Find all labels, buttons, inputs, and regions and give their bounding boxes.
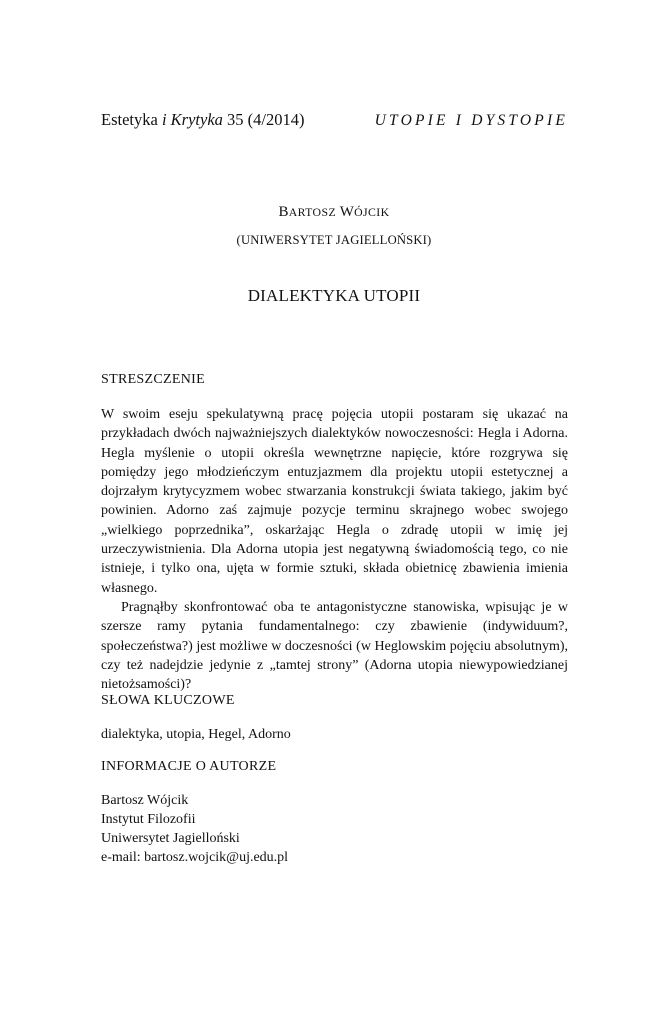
author-info-university: Uniwersytet Jagielloński xyxy=(101,831,240,846)
keywords-heading: SŁOWA KLUCZOWE xyxy=(101,693,235,708)
author-last-initial: W xyxy=(339,204,355,220)
author-affiliation: (UNIWERSYTET JAGIELLOŃSKI) xyxy=(236,233,432,247)
author-first-rest: ARTOSZ xyxy=(288,205,337,219)
section-title: UTOPIE I DYSTOPIE xyxy=(374,112,568,129)
author-info-block xyxy=(101,791,568,867)
author-info-email: e-mail: bartosz.wojcik@uj.edu.pl xyxy=(101,850,289,865)
author-last-rest: ÓJCIK xyxy=(354,205,390,219)
author-info-heading: INFORMACJE O AUTORZE xyxy=(101,759,277,774)
abstract-paragraph-1: W swoim eseju spekulatywną pracę pojęcia utopii postaram się ukazać na przykładach dwóch najważniejszych dialektyków nowoczesności: Hegla i Adorna. Hegla myślenie o utopii określa wewnętrzne napięcie, które rozgrywa się pomiędzy jego młodzieńczym entuzjazmem dla projektu utopii estetycznej a dojrzałym krytycyzmem wobec stwarzania konstrukcji świata takiego, jakim być powinien. Adorno zaś zajmuje pozycje terminu skrajnego wobec swojego „wielkiego poprzednika”, oskarżając Hegla o zdradę utopii w imię jej urzeczywistnienia. Dla Adorna utopia jest negatywną świadomością tego, co nie istnieje, i tylko ona, ujęta w formie sztuki, składa obietnicę zbawienia imienia własnego. xyxy=(101,407,568,596)
running-header xyxy=(101,110,568,130)
abstract-body xyxy=(101,405,568,694)
author-name xyxy=(0,204,668,221)
journal-name-italic-krytyka: Krytyka xyxy=(170,110,223,129)
journal-issue: 35 (4/2014) xyxy=(222,110,305,129)
journal-name-part: Estetyka xyxy=(101,110,162,129)
abstract-heading: STRESZCZENIE xyxy=(101,372,205,387)
keywords-list: dialektyka, utopia, Hegel, Adorno xyxy=(101,727,291,742)
author-first-initial: B xyxy=(278,204,289,220)
author-info-name: Bartosz Wójcik xyxy=(101,793,189,808)
journal-name-italic-i: i xyxy=(161,110,167,129)
paper-title: DIALEKTYKA UTOPII xyxy=(247,286,421,305)
abstract-paragraph-2: Pragnąłby skonfrontować oba te antagonistyczne stanowiska, wpisując je w szersze ramy pytania fundamentalnego: czy zbawienie (indywiduum?, społeczeństwa?) jest możliwe w doczesności (w Heglowskim pojęciu absolutnym), czy też nadejdzie jedynie z „tamtej strony” (Adorna utopia niewypowiedzianej nietożsamości)? xyxy=(101,599,568,693)
author-info-institute: Instytut Filozofii xyxy=(101,812,196,827)
journal-citation xyxy=(101,110,304,130)
